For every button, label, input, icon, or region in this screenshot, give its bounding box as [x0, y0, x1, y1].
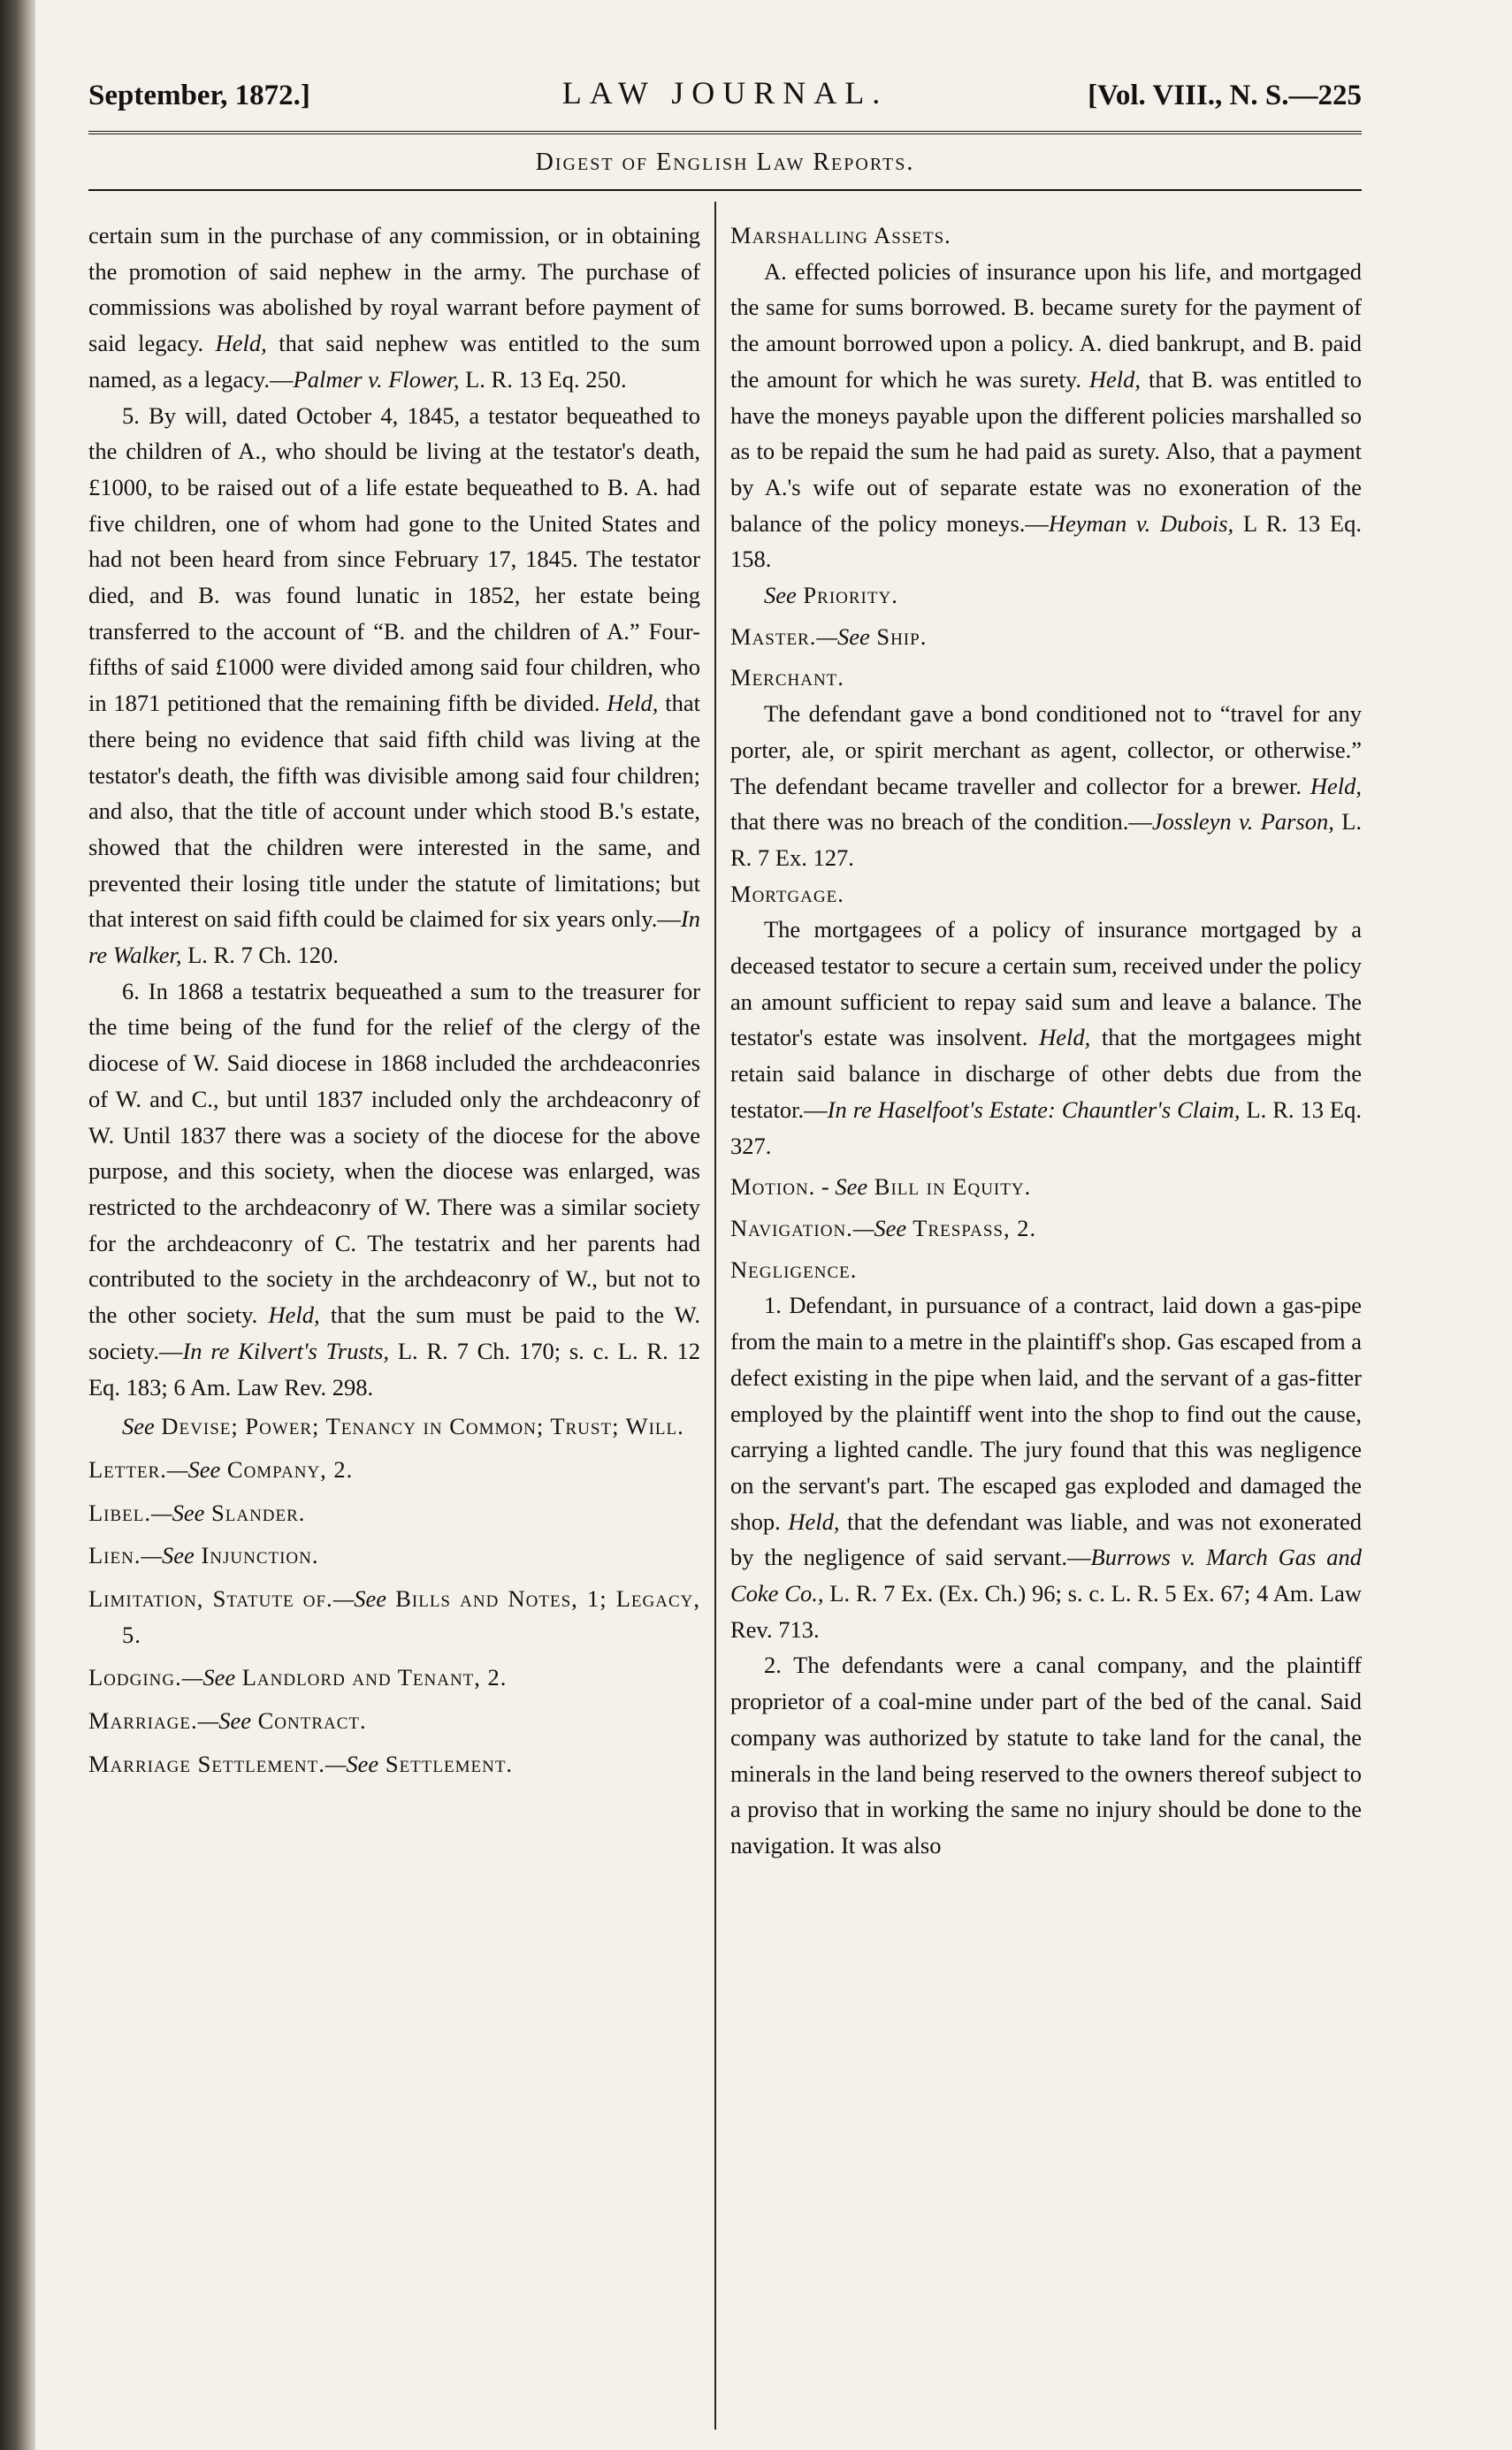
page-header — [88, 74, 1362, 117]
journal-title: LAW JOURNAL. — [561, 75, 889, 111]
paragraph-burrows: 1. Defendant, in pursuance of a contract, laid down a gas-pipe from the main to a metre in the plaintiff's shop. Gas escaped from a defect existing in the pipe when laid, and the servant of a gas-fitter employed by the plaintiff went into the shop to find out the cause, carrying a lighted candle. The jury found that this was negligence on the servant's part. The escaped gas exploded and damaged the shop. Held, that the defendant was liable, and was not exonerated by the negligence of said servant.—Burrows v. March Gas and Coke Co., L. R. 7 Ex. (Ex. Ch.) 96; s. c. L. R. 5 Ex. 67; 4 Am. Law Rev. 713. — [730, 1292, 1363, 1643]
entry-master: Master.—See Ship. — [730, 622, 928, 650]
paragraph-jossleyn: The defendant gave a bond conditioned not to “travel for any porter, ale, or spirit merchant as agent, collector, or otherwise.” The defendant became traveller and collector for a brewer. Held, that there was no breach of the condition.—Jossleyn v. Parson, L. R. 7 Ex. 127. — [730, 700, 1363, 871]
entry-marriage-settlement: Marriage Settlement.—See Settlement. — [88, 1750, 514, 1777]
heading-mortgage: Mortgage. — [730, 880, 844, 907]
left-column — [88, 218, 700, 1782]
entry-navigation: Navigation.—See Trespass, 2. — [730, 1214, 1037, 1241]
book-binding-edge — [0, 0, 35, 2450]
paragraph-heyman: A. effected policies of insurance upon his life, and mortgaged the same for sums borrowed. B. became surety for the payment of the amount borrowed upon a policy. A. died bankrupt, and B. paid the amount for which he was surety. Held, that B. was entitled to have the moneys payable upon the different policies marshalled so as to be repaid the sum he had paid as surety. Also, that a payment by A.'s wife out of separate estate was no exoneration of the balance of the policy moneys.—Heyman v. Dubois, L R. 13 Eq. 158. — [730, 257, 1362, 573]
entry-letter: Letter.—See Company, 2. — [88, 1455, 354, 1483]
column-divider — [714, 202, 716, 2430]
entry-motion: Motion. - See Bill in Equity. — [730, 1173, 1032, 1201]
digest-title: Digest of English Law Reports. — [535, 149, 915, 176]
entry-lien: Lien.—See Injunction. — [88, 1542, 319, 1569]
paragraph-palmer: certain sum in the purchase of any commission, or in obtaining the promotion of said nephew in the army. The purchase of commissions was abolished by royal warrant before payment of said legacy. Held, that said nephew was entitled to the sum named, as a legacy.—Palmer v. Flower, L. R. 13 Eq. 250. — [88, 222, 700, 393]
see-priority: See Priority. — [764, 582, 898, 609]
subhead-rule — [88, 189, 1362, 191]
heading-negligence: Negligence. — [730, 1256, 858, 1283]
header-date: September, 1872.] — [88, 80, 310, 111]
entry-limitation: Limitation, Statute of.—See Bills and Notes, 1; Legacy, 5. — [88, 1585, 700, 1648]
header-rule — [88, 131, 1362, 134]
entry-libel: Libel.—See Slander. — [88, 1499, 306, 1526]
see-also-legacy: See Devise; Power; Tenancy in Common; Trust; Will. — [122, 1413, 684, 1440]
heading-marshalling-assets: Marshalling Assets. — [730, 222, 951, 248]
paragraph-haselfoot: The mortgagees of a policy of insurance mortgaged by a deceased testator to secure a certain sum, received under the policy an amount sufficient to repay said sum and leave a balance. The testator's estate was insolvent. Held, that the mortgagees might retain said balance in discharge of other debts due from the testator.—In re Haselfoot's Estate: Chauntler's Claim, L. R. 13 Eq. 327. — [730, 916, 1362, 1159]
entry-lodging: Lodging.—See Landlord and Tenant, 2. — [88, 1664, 508, 1691]
right-column — [730, 218, 1362, 1864]
entry-marriage: Marriage.—See Contract. — [88, 1707, 367, 1735]
heading-merchant: Merchant. — [730, 664, 844, 691]
header-volume: [Vol. VIII., N. S.—225 — [1088, 80, 1362, 111]
paragraph-kilvert: 6. In 1868 a testatrix bequeathed a sum to the treasurer for the time being of the fund for the relief of the clergy of the diocese of W. Said diocese in 1868 included the archdeaconries of W. and C., but until 1837 included only the archdeaconry of W. Until 1837 there was a society of the diocese for the above purpose, and this society, when the diocese was enlarged, was restricted to the archdeaconry of W. There was a similar society for the archdeaconry of C. The testatrix and her parents had contributed to the society in the archdeaconry of W., but not to the other society. Held, that the sum must be paid to the W. society.—In re Kilvert's Trusts, L. R. 7 Ch. 170; s. c. L. R. 12 Eq. 183; 6 Am. Law Rev. 298. — [88, 977, 700, 1401]
paragraph-walker: 5. By will, dated October 4, 1845, a testator bequeathed to the children of A., who should be living at the testator's death, £1000, to be raised out of a life estate bequeathed to B. A. had five children, one of whom had gone to the United States and had not been heard from since February 17, 1845. The testator died, and B. was found lunatic in 1852, her estate being transferred to the account of “B. and the children of A.” Four-fifths of said £1000 were divided among said four children, who in 1871 petitioned that the remaining fifth be divided. Held, that there being no evidence that said fifth child was living at the testator's death, the fifth was divisible among said four children; and also, that the title of account under which stood B.'s estate, showed that the children were interested in the same, and prevented their losing title under the statute of limitations; but that interest on said fifth could be claimed for six years only.—In re Walker, L. R. 7 Ch. 120. — [88, 401, 700, 969]
paragraph-canal-company: 2. The defendants were a canal company, and the plaintiff proprietor of a coal-mine under part of the bed of the canal. Said company was authorized by statute to take land for the canal, the minerals in the land being reserved to the owners thereof subject to a proviso that in working the same no injury should be done to the navigation. It was also — [730, 1652, 1362, 1858]
